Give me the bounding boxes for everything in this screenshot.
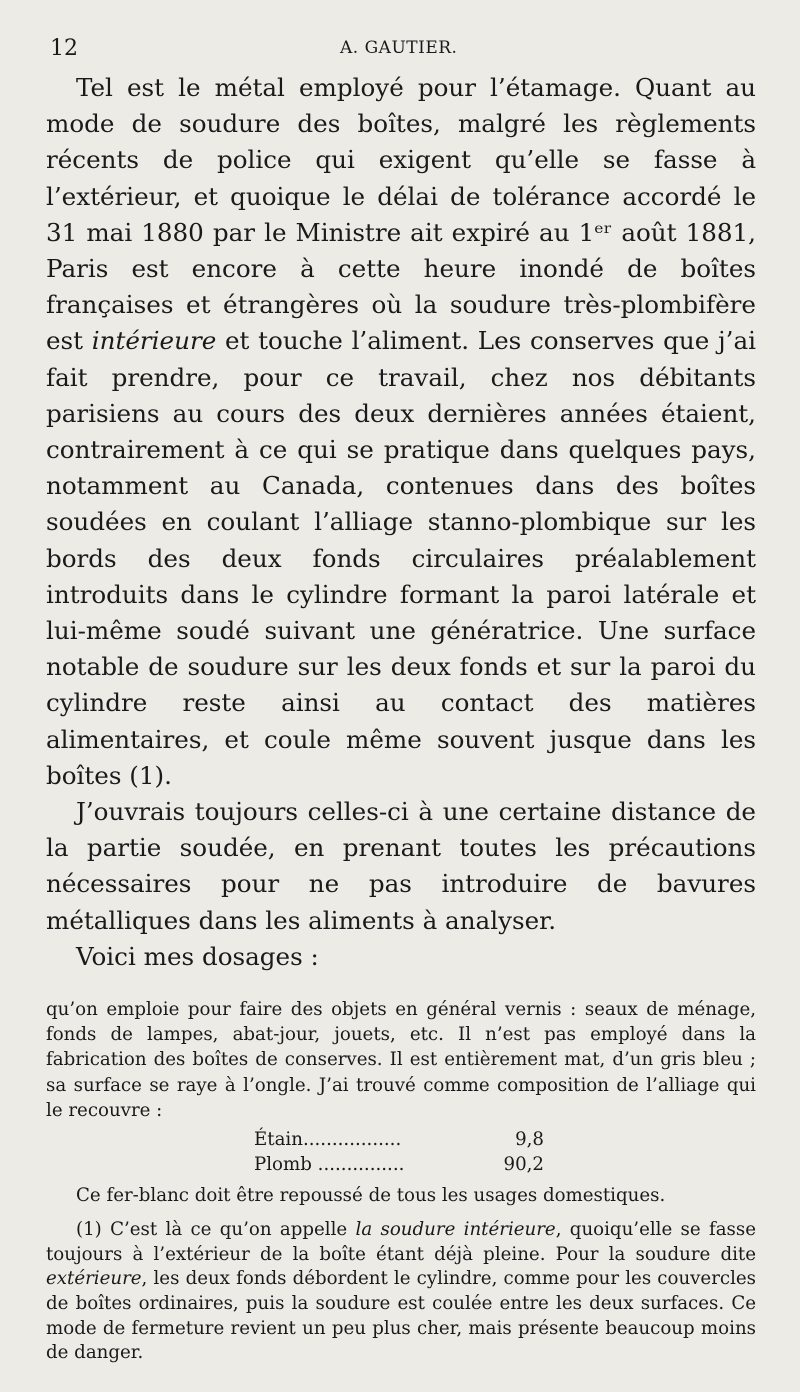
composition-row	[254, 1127, 544, 1152]
running-title: A. GAUTIER.	[340, 38, 458, 58]
page-header	[46, 30, 756, 70]
paragraph-2: J’ouvrais toujours celles-ci à une certaine distance de la partie soudée, en prenant toutes les précautions nécessaires pour ne pas introduire de bavures métalliques dans les aliments à analyser.	[46, 797, 756, 935]
note-text: qu’on emploie pour faire des objets en général vernis : seaux de ménage, fonds de lampes, abat-jour, jouets, etc. Il n’est pas employé dans la fabrication des boîtes de conserves. Il est entièrement mat, d’un gris bleu ; sa surface se raye à l’ongle. J’ai trouvé comme composition de l’alliage qui le recouvre :	[46, 999, 756, 1121]
paragraph-1-text: Tel est le métal employé pour l’étamage. Quant au mode de soudure des boîtes, malgré les règlements récents de police qui exigent qu’elle se fasse à l’extérieur, et quoique le délai de tolérance accordé le 31 mai 1880 par le Ministre ait expiré au 1ᵉʳ août 1881, Paris est encore à cette heure inondé de boîtes françaises et étrangères où la soudure très-plombifère est	[46, 73, 756, 356]
footnote-1-italic: la soudure intérieure	[355, 1219, 556, 1241]
composition-label: Plomb ...............	[254, 1154, 405, 1176]
composition-table	[254, 1127, 756, 1177]
page-number: 12	[50, 36, 78, 61]
footnote-1-mid: , quoiqu’elle se fasse toujours à l’extérieur de la boîte étant déjà pleine. Pour la soudure dite	[46, 1219, 756, 1265]
paragraph-1	[46, 70, 756, 794]
composition-label: Étain.................	[254, 1129, 402, 1151]
footnote-1-start: (1) C’est là ce qu’on appelle	[76, 1219, 356, 1241]
composition-value: 90,2	[503, 1154, 544, 1176]
composition-row	[254, 1152, 544, 1177]
footnote-1-italic-2: extérieure	[46, 1268, 142, 1290]
footnote	[46, 1218, 756, 1366]
paragraph-3: Voici mes dosages :	[76, 941, 319, 971]
paragraph-1-text-end: et touche l’aliment. Les conserves que j’ai fait prendre, pour ce travail, chez nos débitants parisiens au cours des deux dernières années étaient, contrairement à ce qui se pratique dans quelques pays, notamment au Canada, contenues dans des boîtes soudées en coulant l’alliage stanno-plombique sur les bords des deux fonds circulaires préalablement introduits dans le cylindre formant la paroi latérale et lui-même soudé suivant une génératrice. Une surface notable de soudure sur les deux fonds et sur la paroi du cylindre reste ainsi au contact des matières alimentaires, et coule même souvent jusque dans les boîtes (1).	[46, 326, 756, 790]
main-text	[46, 70, 756, 975]
footnote-1-end: , les deux fonds débordent le cylindre, comme pour les couvercles de boîtes ordinaires, puis la soudure est coulée entre les deux surfaces. Ce mode de fermeture revient un peu plus cher, mais présente beaucoup moins de danger.	[46, 1268, 756, 1364]
footnote-1	[46, 1218, 756, 1366]
continued-note	[46, 997, 756, 1208]
paragraph-1-italic: intérieure	[91, 326, 217, 356]
note-closing: Ce fer-blanc doit être repoussé de tous les usages domestiques.	[76, 1185, 666, 1207]
composition-value: 9,8	[515, 1129, 544, 1151]
